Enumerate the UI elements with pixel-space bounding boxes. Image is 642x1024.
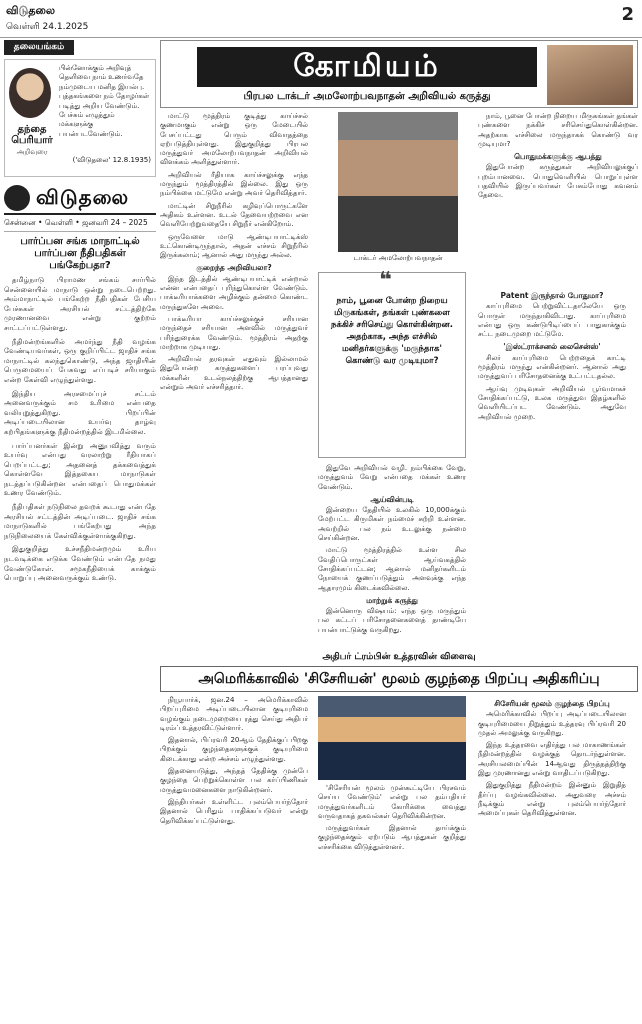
periyar-portrait <box>9 68 51 118</box>
body-paragraph: மாட்டு மூத்திரத்தில் உள்ள சில வேதிப்பொருட்கள் ஆய்வகத்தில் சோதிக்கப்பட்டன; ஆனால் மனிதர்களிடம் நோயைக் குணப்படுத்தும் அளவுக்கு எந்த ஆதாரமும் கிடைக்கவில்லை. <box>318 546 466 592</box>
masthead <box>0 0 642 38</box>
body-paragraph: மருத்துவர்கள் இதனால் தாய்க்கும் குழந்தைக்கும் ஏற்படும் ஆபத்துகள் குறித்து எச்சரிக்கை விடுத்துள்ளனர். <box>318 824 466 851</box>
editorial-paragraph: இந்திய அரசமைப்புச் சட்டம் அனைவருக்கும் சம உரிமை என்பதை வலியுறுத்துகிறது. பிறப்பின் அடிப்படையிலான உயர்வு தாழ்வு கற்பிதங்களுக்கு நீதிமன்றத்தில் இடமில்லை. <box>4 388 156 436</box>
second-column-3 <box>478 696 626 1018</box>
body-paragraph: அறிவியல் ரீதியாக காய்ச்சலுக்கு எந்த மருந்தும் மூத்திரத்தில் இல்லை. இது ஒரு நம்பிக்கை மட்டுமே என்று அவர் தெரிவித்தார். <box>160 170 308 198</box>
subheading: Patent இருந்தால் போதுமா? <box>500 291 604 300</box>
body-paragraph: 'சிசேரியன் மூலம் முன்கூட்டியே பிரசவம் செய்ய வேண்டும்' என்று பல தம்பதியர் மருத்துவர்களிடம் கோரிக்கை வைத்து வருவதாகத் தகவல்கள் தெரிவிக்கின்றன. <box>318 784 466 820</box>
main-content <box>160 40 638 851</box>
body-paragraph: ஆய்வு முடிவுகள் அறிவியல் பூர்வமாகச் சோதிக்கப்பட்டு, உலக மருத்துவ இதழ்களில் வெளியிடப்பட வேண்டும். அதுவே அறிவியல் முறை. <box>478 384 626 421</box>
body-paragraph: அமெரிக்காவில் பிறப்பு அடிப்படையிலான குடியுரிமையை நிறுத்தும் உத்தரவு பிப்ரவரி 20 முதல் அமலுக்கு வருகிறது. <box>478 710 626 737</box>
body-paragraph: இதனையடுத்து, அந்தத் தேதிக்கு முன்பே குழந்தை பெற்றுக்கொள்ள பல கர்ப்பிணிகள் மருத்துவமனைகளை நாடுகின்றனர். <box>160 767 308 794</box>
body-paragraph: மாட்டின் சிறுநீரில் கழிவுப்பொருட்களே அதிகம் உள்ளன. உடல் தேவையற்றவை என வெளியேற்றுவதையே சிறுநீர் என்கிறோம். <box>160 201 308 229</box>
editorial-paragraph: நீதிமன்றங்களில் அமர்ந்து நீதி வழங்க வேண்டியவர்கள், ஒரு குறிப்பிட்ட ஜாதிச் சங்க மாநாட்டில் கலந்துகொண்டு, அந்த ஜாதியின் பெருமையைப் பேசுவது எப்படிச் சரியாகும் என்ற கேள்வி எழுந்துள்ளது. <box>4 336 156 384</box>
body-paragraph: மாட்டு மூத்திரம் குடித்து காய்ச்சல் குணமாகும் என்று ஒரு மேடையில் பேசப்பட்டது பெரும் விவாதத்தை ஏற்படுத்தியுள்ளது. இதுகுறித்து பிரபல மருத்துவர் அமலோற்பவநாதன் அறிவியல் விளக்கம் அளித்துள்ளார். <box>160 112 308 167</box>
main-column-2 <box>318 464 466 648</box>
editorial-headline: பார்ப்பன சங்க மாநாட்டில் பார்ப்பன நீதிபதிகள் பங்கேற்பதா? <box>20 236 140 271</box>
second-story-kicker: அதிபர் ட்ரம்பின் உத்தரவின் விளைவு <box>322 652 476 662</box>
editorial-paragraph: பார்ப்பனர்கள் இன்று அனுபவித்து வரும் உயர்வு என்பது வரலாற்று ரீதியாகப் பெறப்பட்டது; அதனைத் தக்கவைத்துக் கொள்ளவே இத்தகைய மாநாடுகள் நடத்தப்படுகின்றன என்பதைப் பொதுமக்கள் உணர வேண்டும். <box>4 440 156 498</box>
main-column-3-top <box>478 112 638 284</box>
body-paragraph: பாக்டீரியா காய்ச்சலுக்குச் சரியான மருந்தைச் சரியான அளவில் மருத்துவர் பரிந்துரைக்க வேண்டும். மூத்திரம் அதற்கு மாற்றாக முடியாது. <box>160 314 308 351</box>
pull-quote-text: நாம், பூனை போன்ற நிறைய மிருகங்கள், தங்கள் புண்களை நக்கிச் சரிசெய்து கொள்கின்றன. அதற்காக, அந்த எச்சில் மனிதர்களுக்கு 'மருந்தாக' கொண்டு வர முடியுமா? <box>331 296 453 366</box>
periyar-quote-box <box>4 59 156 177</box>
editorial-paragraph: இதுகுறித்து உச்சநீதிமன்றமும் உரிய நடவடிக்கை எடுக்க வேண்டும் என்பதே நமது வேண்டுகோள். சமூகநீதியைக் காக்கும் பொறுப்பு அனைவருக்கும் உண்டு. <box>4 544 156 583</box>
page-number: 2 <box>621 4 634 25</box>
main-column-1 <box>160 112 308 648</box>
second-story-headline: அமெரிக்காவில் 'சிசேரியன்' மூலம் குழந்தை பிறப்பு அதிகரிப்பு <box>160 666 638 692</box>
subheading: 'இஸ்ட்ராக்சனல் லைசென்ஸ்' <box>503 342 601 352</box>
doctor-photo <box>338 112 458 252</box>
body-paragraph: சிலர் காப்புரிமை பெற்றதைக் காட்டி மூத்திரம் மருந்து என்கின்றனர். ஆனால் அது மருத்துவப் பரிசோதனைக்கு உட்பட்டதல்ல. <box>478 353 626 381</box>
body-paragraph: இதுபோன்ற கருத்துகள் அறிவியலுக்குப் புறம்பானவை. பொதுவெளியில் பொறுப்புள்ள பதவியில் இருப்பவர்கள் பேசும்போது கவனம் தேவை. <box>478 163 638 200</box>
body-paragraph: இன்றைய தேதியில் உலகில் 10,000க்கும் மேற்பட்ட கிருமிகள் நம்மைச் சுற்றி உள்ளன. அவற்றில் பல நம் உடலுக்கு நன்மை செய்கின்றன. <box>318 506 466 543</box>
subheading: சிசேரியன் மூலம் குழந்தை பிறப்பு <box>494 699 610 708</box>
subheading: குறைந்த அறிவியலா? <box>196 263 272 273</box>
second-column-2 <box>318 784 466 1018</box>
torch-icon <box>4 185 30 211</box>
body-paragraph: ஒருவேளை மாடு ஆண்டிபயாட்டிக்ஸ் உட்கொண்டிருந்தால், அதன் எச்சம் சிறுநீரில் இருக்கலாம்; ஆனால் அது மருந்து அல்ல. <box>160 232 308 260</box>
second-story-body <box>160 696 638 1018</box>
body-paragraph: காப்புரிமை பெற்றுவிட்டதாலேயே ஒரு பொருள் மருந்தாகிவிடாது. காப்புரிமை என்பது ஒரு கண்டுபிடிப்பைப் பாதுகாக்கும் சட்ட நடைமுறை மட்டுமே. <box>478 302 626 339</box>
subheading: ஆய்வின்படி <box>370 494 414 504</box>
editorial-paragraph: நீதிபதிகள் நடுநிலை தவறக் கூடாது என்பதே அரசியல் சட்டத்தின் அடிப்படை. ஜாதிச் சங்க மாநாடுகளில் பங்கேற்பது அந்த நடுநிலையைக் கேள்விக்குள்ளாக்குகிறது. <box>4 502 156 540</box>
issue-date: வெள்ளி 24.1.2025 <box>6 22 89 32</box>
quote-source: ('விடுதலை' 12.8.1935) <box>72 156 151 164</box>
pull-quote <box>318 268 466 458</box>
quote-mark-icon: ❝ <box>379 268 392 293</box>
main-story-banner <box>160 40 638 108</box>
body-paragraph: இந்த உத்தரவை எதிர்த்து பல மாகாணங்கள் நீதிமன்றத்தில் வழக்குத் தொடர்ந்துள்ளன. அரசியலமைப்பின் 14ஆவது திருத்தத்திற்கு இது முரணானது என்று வாதிடப்படுகிறது. <box>478 741 626 778</box>
trump-photo <box>318 696 466 780</box>
body-paragraph: இந்தியர்கள் உள்ளிட்ட புலம்பெயர்ந்தோர் இதனால் பெரிதும் பாதிக்கப்படுவர் என்று தெரிவிக்கப்பட்டுள்ளது. <box>160 797 308 825</box>
editorial-paragraph: தமிழ்நாடு பிராமண சங்கம் சார்பில் சென்னையில் மாநாடு ஒன்று நடைபெற்றது. அம்மாநாட்டில் பங்கேற்ற நீதிபதிகள் பேசிய பேச்சுகள் அரசியல் சட்டத்திற்கே முரணானவை என்று குற்றம் சாட்டப்பட்டுள்ளது. <box>4 275 156 332</box>
second-column-1 <box>160 696 308 1018</box>
subheading: பொதுமக்களுக்கு ஆபத்து <box>514 152 602 162</box>
periyar-quote: பின்னோக்கும் அறிவுத் தெளிவை நாம் உணர்வதே நம்முடைய மனித இயல்பு. புத்தகங்களை நம் தோழர்கள் படித்து அறிய வேண்டும். பேச்சும் எழுத்தும் மக்களுக்கு பயன்படவேண்டும். <box>59 64 150 138</box>
body-paragraph: இந்த இடத்தில் ஆண்டிபயாட்டிக் என்றால் என்ன என்பதைப் புரிந்துகொள்ள வேண்டும். பாக்டீரியாக்களை அழிக்கும் தன்மை கொண்ட மருந்துகளே அவை. <box>160 274 308 311</box>
banner-photo <box>547 45 633 105</box>
leader-name: தந்தை பெரியார் <box>11 124 53 146</box>
body-paragraph: நாம், பூனை போன்ற நிறைய மிருகங்கள் தங்கள் புண்களை நக்கிச் சரிசெய்துகொள்கின்றன. அதற்காக எச்சிலை மருந்தாகக் கொண்டு வர முடியுமா? <box>478 112 638 148</box>
body-paragraph: இதனால், பிப்ரவரி 20ஆம் தேதிக்குப் பிறகு பிறக்கும் குழந்தைகளுக்குக் குடியுரிமை கிடைக்காது என்ற அச்சம் எழுந்துள்ளது. <box>160 736 308 763</box>
body-paragraph: இதுவே அறிவியல் வழி. நம்பிக்கை வேறு, மருத்துவம் வேறு என்பதை மக்கள் உணர வேண்டும். <box>318 464 466 491</box>
leader-subtitle: அறிவுரை <box>16 148 48 156</box>
body-paragraph: இதுகுறித்து நீதிமன்றம் இன்னும் இறுதித் தீர்ப்பு வழங்கவில்லை. அதுவரை அச்சம் நீடிக்கும் என்று புலம்பெயர்ந்தோர் அமைப்புகள் தெரிவித்துள்ளன. <box>478 781 626 818</box>
viduthalai-logo <box>4 183 156 215</box>
editorial-tag: தலையங்கம் <box>4 40 74 55</box>
logo-text: விடுதலை <box>36 184 130 209</box>
body-paragraph: இன்னொரு விஷயம்: எந்த ஒரு மருந்தும் பல கட்டப் பரிசோதனைகளைத் தாண்டியே பயன்பாட்டுக்கு வருகிறது. <box>318 607 466 634</box>
editorial-column <box>4 40 156 1020</box>
body-paragraph: நியூயார்க், ஜன.24 – அமெரிக்காவில் பிறப்புரிமை அடிப்படையிலான குடியுரிமை வழங்கும் நடைமுறையை ரத்து செய்து அதிபர் டிரம்ப் உத்தரவிட்டுள்ளார். <box>160 696 308 732</box>
main-story-body <box>160 112 638 648</box>
main-deck: பிரபல டாக்டர் அமலோற்பவநாதன் அறிவியல் கருத்து <box>243 91 491 102</box>
main-column-3 <box>478 288 626 648</box>
editorial-dateline: சென்னை • வெள்ளி • ஜனவரி 24 – 2025 <box>4 215 156 232</box>
subheading: மாற்றுக் கருத்து <box>366 595 418 605</box>
body-paragraph: அறிவியல் தரவுகள் எதுவும் இல்லாமல் இதுபோன்ற கருத்துகளைப் பரப்புவது மக்களின் உடல்நலத்திற்கு ஆபத்தானது என்றும் அவர் எச்சரித்தார். <box>160 355 308 392</box>
paper-name: விடுதலை <box>6 4 56 17</box>
editorial-body <box>4 275 156 583</box>
main-headline: கோமியம் <box>197 47 537 87</box>
photo-caption: டாக்டர் அமலோற்பவநாதன் <box>353 254 443 262</box>
